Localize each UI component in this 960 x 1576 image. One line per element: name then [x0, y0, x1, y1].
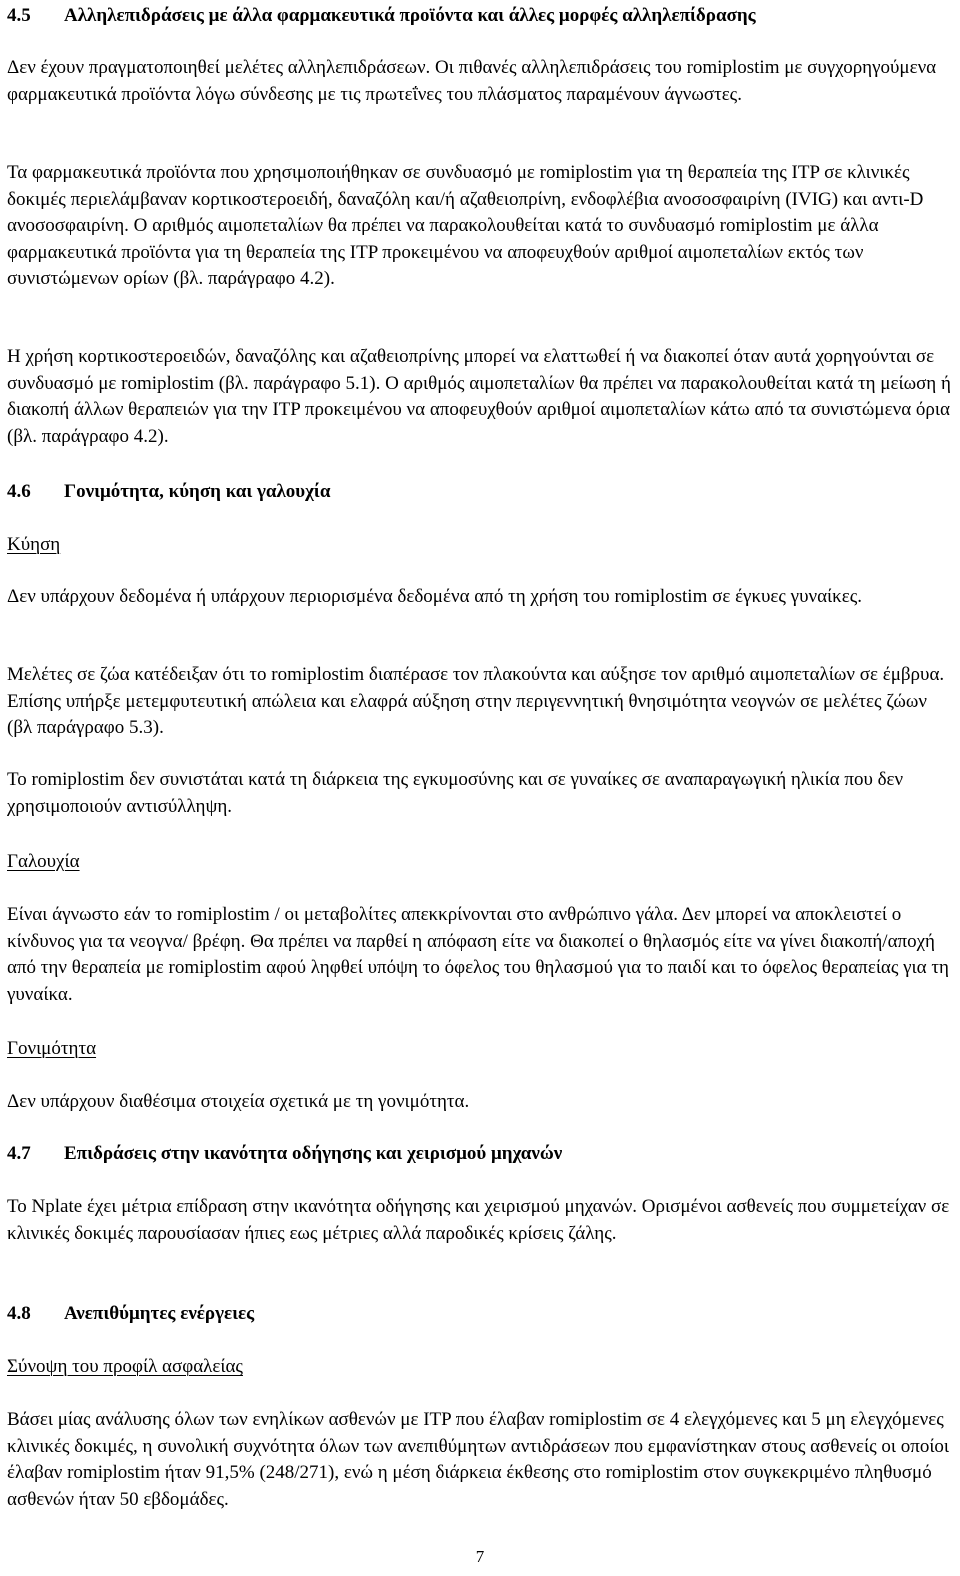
section-number: 4.7	[7, 1143, 31, 1164]
page-number: 7	[475, 1547, 485, 1566]
paragraph: Δεν υπάρχουν δεδομένα ή υπάρχουν περιορισμένα δεδομένα από τη χρήση του romiplostim σε έγκυες γυναίκες.	[7, 586, 862, 607]
paragraph: Βάσει μίας ανάλυσης όλων των ενηλίκων ασθενών με ITP που έλαβαν romiplostim σε 4 ελεγχόμενες και 5 μη ελεγχόμενες κλινικές δοκιμές, η συνολική συχνότητα όλων των ανεπιθύμητων αντιδράσεων που εμφανίστηκαν στους ασθενείς οι οποίοι έλαβαν romiplostim ήταν 91,5% (248/271), ενώ η μέση διάρκεια έκθεσης στο romiplostim στον συγκεκριμένο πληθυσμό ασθενών ήταν 50 εβδομάδες.	[7, 1409, 950, 1510]
paragraph: Το romiplostim δεν συνιστάται κατά τη διάρκεια της εγκυμοσύνης και σε γυναίκες σε αναπαραγωγική ηλικία που δεν χρησιμοποιούν αντισύλληψη.	[7, 769, 904, 817]
paragraph: Το Nplate έχει μέτρια επίδραση στην ικανότητα οδήγησης και χειρισμού μηχανών. Ορισμένοι ασθενείς που συμμετείχαν σε κλινικές δοκιμές παρουσίασαν ήπιες εως μέτριες αλλά παροδικές κρίσεις ζάλης.	[7, 1196, 950, 1244]
paragraph: Δεν υπάρχουν διαθέσιμα στοιχεία σχετικά με τη γονιμότητα.	[7, 1091, 470, 1112]
section-title: Επιδράσεις στην ικανότητα οδήγησης και χειρισμού μηχανών	[64, 1143, 563, 1164]
paragraph: Τα φαρμακευτικά προϊόντα που χρησιμοποιήθηκαν σε συνδυασμό με romiplostim για τη θεραπεία της ITP σε κλινικές δοκιμές περιελάμβαναν κορτικοστεροειδή, δαναζόλη και/ή αζαθειοπρίνη, ενδοφλέβια ανοσοσφαιρίνη (IVIG) και αντι-D ανοσοσφαιρίνη. Ο αριθμός αιμοπεταλίων θα πρέπει να παρακολουθείται κατά το συνδυασμό romiplostim με άλλα φαρμακευτικά προϊόντα για τη θεραπεία της ITP προκειμένου να αποφευχθούν αριθμοί αιμοπεταλίων εκτός των συνιστώμενων ορίων (βλ. παράγραφο 4.2).	[7, 162, 924, 289]
section-heading-4-6	[7, 479, 330, 506]
paragraph: Μελέτες σε ζώα κατέδειξαν ότι το romiplostim διαπέρασε τον πλακούντα και αύξησε τον αριθμό αιμοπεταλίων σε έμβρυα. Επίσης υπήρξε μετεμφυτευτική απώλεια και ελαφρά αύξηση στην περιγεννητική θνησιμότητα νεογνών σε μελέτες ζώων (βλ παράγραφο 5.3).	[7, 664, 945, 738]
section-heading-4-5	[7, 3, 756, 30]
subheading-safety-summary: Σύνοψη του προφίλ ασφαλείας	[7, 1356, 243, 1377]
section-number: 4.6	[7, 481, 31, 502]
subheading-pregnancy: Κύηση	[7, 534, 61, 555]
section-title: Γονιμότητα, κύηση και γαλουχία	[64, 481, 331, 502]
section-title: Αλληλεπιδράσεις με άλλα φαρμακευτικά προϊόντα και άλλες μορφές αλληλεπίδρασης	[64, 5, 756, 26]
section-number: 4.5	[7, 5, 31, 26]
section-title: Ανεπιθύμητες ενέργειες	[64, 1303, 255, 1324]
section-number: 4.8	[7, 1303, 31, 1324]
section-heading-4-8	[7, 1301, 254, 1328]
section-heading-4-7	[7, 1141, 562, 1168]
paragraph: Είναι άγνωστο εάν το romiplostim / οι μεταβολίτες απεκκρίνονται στο ανθρώπινο γάλα. Δεν μπορεί να αποκλειστεί ο κίνδυνος για τα νεογνα/ βρέφη. Θα πρέπει να παρθεί η απόφαση είτε να διακοπεί ο θηλασμός είτε να γίνει διακοπή/αποχή από την θεραπεία με romiplostim αφού ληφθεί υπόψη το όφελος του θηλασμού για το παιδί και το όφελος θεραπείας για τη γυναίκα.	[7, 904, 949, 1005]
paragraph: Η χρήση κορτικοστεροειδών, δαναζόλης και αζαθειοπρίνης μπορεί να ελαττωθεί ή να διακοπεί όταν αυτά χορηγούνται σε συνδυασμό με romiplostim (βλ. παράγραφο 5.1). Ο αριθμός αιμοπεταλίων θα πρέπει να παρακολουθείται κατά τη μείωση ή διακοπή άλλων θεραπειών για την ITP προκειμένου να αποφευχθούν αριθμοί αιμοπεταλίων κάτω από τα συνιστώμενα όρια (βλ. παράγραφο 4.2).	[7, 346, 951, 447]
subheading-fertility: Γονιμότητα	[7, 1038, 97, 1059]
paragraph: Δεν έχουν πραγματοποιηθεί μελέτες αλληλεπιδράσεων. Οι πιθανές αλληλεπιδράσεις του romiplostim με συγχορηγούμενα φαρμακευτικά προϊόντα λόγω σύνδεσης με τις πρωτεΐνες του πλάσματος παραμένουν άγνωστες.	[7, 57, 937, 105]
subheading-breastfeeding: Γαλουχία	[7, 851, 80, 872]
